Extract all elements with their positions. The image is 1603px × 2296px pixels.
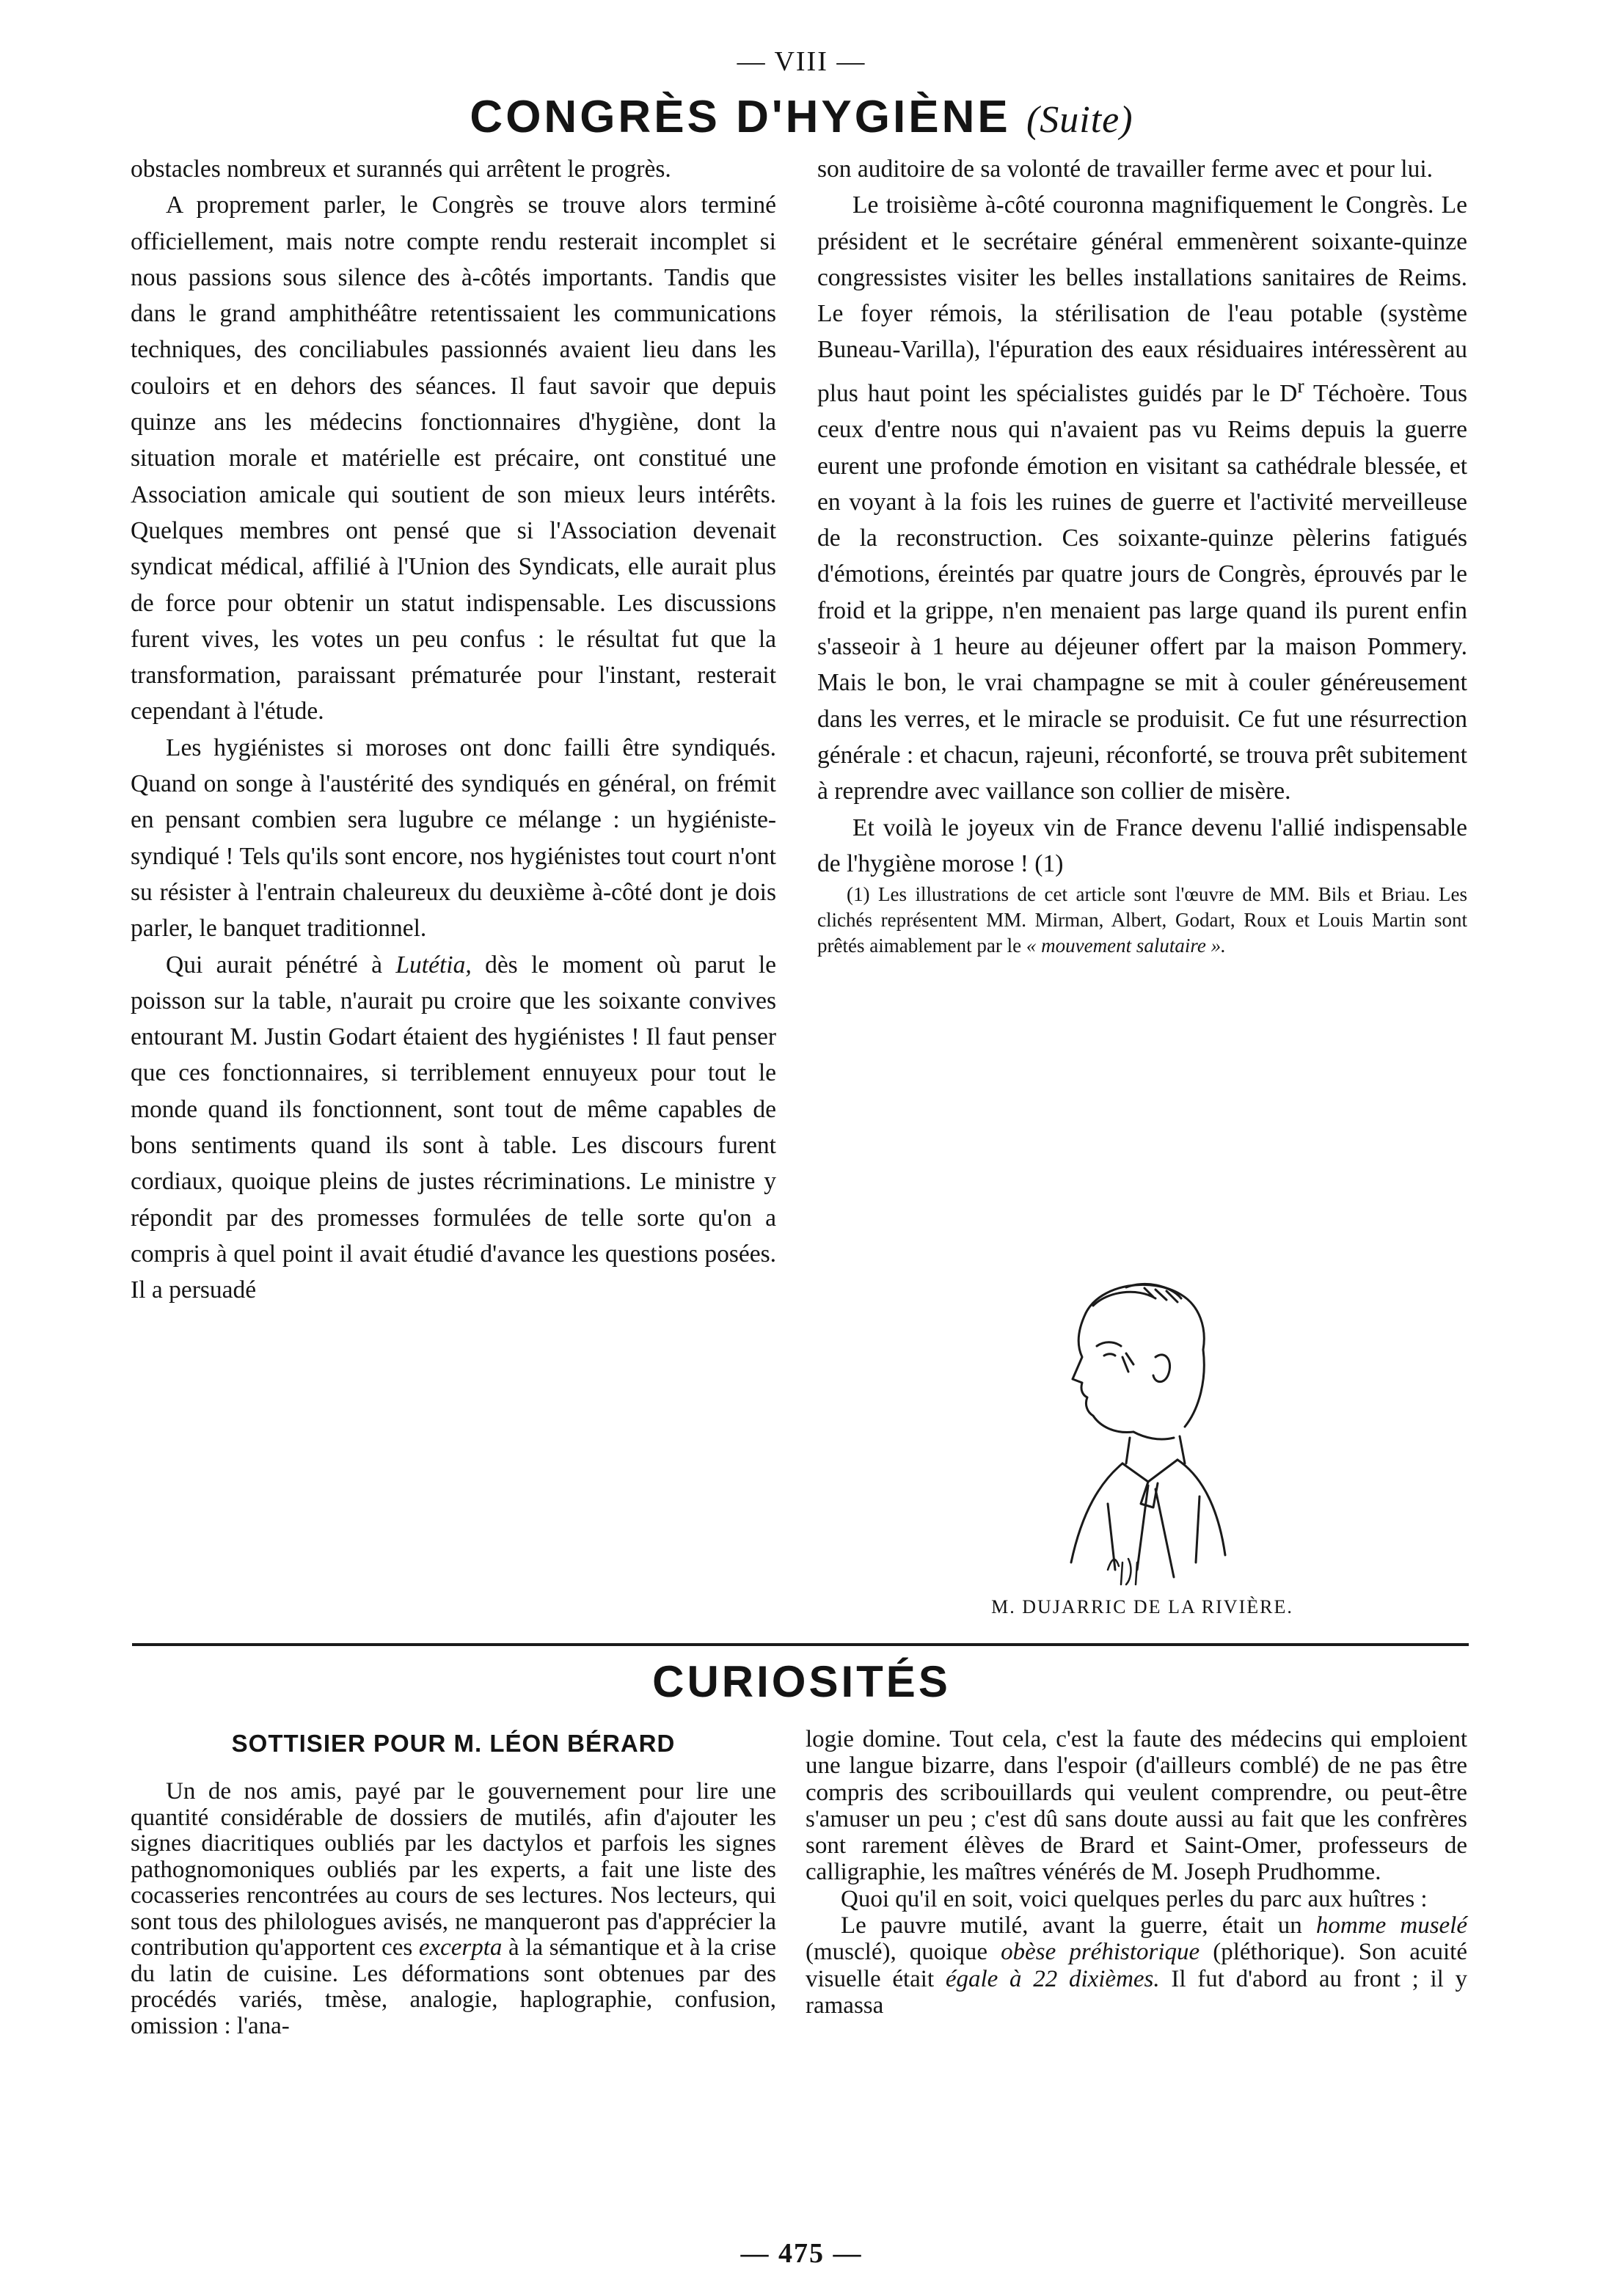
footnote — [817, 882, 1467, 959]
article-title: SOTTISIER POUR M. LÉON BÉRARD — [231, 1730, 676, 1757]
text-run: Un de nos amis, payé par le gouvernement pour lire une quantité considérable de dossiers de mutilés, afin d'ajouter les signes diacritiques oubliés par les dactylos et parfois les signes pathognomoniques oubliés par les experts, a fait une liste des cocasseries rencontrées au cours de ses lectures. Nos lecteurs, qui sont tous des philologues avisés, ne manqueront pas d'apprécier la contribution qu'apportent ces — [131, 1778, 776, 1961]
paragraph: Les hygiénistes si moroses ont donc failli être syndiqués. Quand on songe à l'austérité des syndiqués en général, on frémit en pensant combien sera lugubre ce mélange : un hygiéniste-syndiqué ! Tels qu'ils sont encore, nos hygiénistes tout court n'ont su résister à l'entrain chaleureux du deuxième à-côté dont je dois parler, le banquet traditionnel. — [131, 734, 776, 943]
portrait-illustration — [998, 1262, 1291, 1606]
italic-text: égale à 22 dixièmes. — [945, 1965, 1160, 1992]
paragraph: Et voilà le joyeux vin de France devenu l'allié indispensable de l'hygiène morose ! (1) — [817, 814, 1467, 877]
paragraph — [131, 947, 776, 1309]
text-run: (musclé), quoique — [806, 1939, 1001, 1966]
paragraph: obstacles nombreux et surannés qui arrêtent le progrès. — [131, 156, 671, 183]
paragraph: Quoi qu'il en soit, voici quelques perles du parc aux huîtres : — [841, 1885, 1428, 1912]
section1-left-column — [131, 151, 776, 1309]
section-title: CURIOSITÉS — [652, 1657, 951, 1706]
portrait-caption: M. DUJARRIC DE LA RIVIÈRE. — [991, 1596, 1293, 1617]
paragraph: A proprement parler, le Congrès se trouve alors terminé officiellement, mais notre compte rendu resterait incomplet si nous passions sous silence des à-côtés importants. Tandis que dans le grand amphithéâtre retentissaient les communications techniques, des conciliabules passionnés avaient lieu dans les couloirs et en dehors des séances. Il faut savoir que depuis quinze ans les médecins fonctionnaires d'hygiène, dont la situation morale et matérielle est précaire, ont constitué une Association amicale qui soutient de son mieux leurs intérêts. Quelques membres ont pensé que si l'Association devenait syndicat médical, affilié à l'Union des Syndicats, elle aurait plus de force pour obtenir un statut indispensable. Les discussions furent vives, les votes un peu confus : le résultat fut que la transformation, paraissant prématurée pour l'instant, resterait cependant à l'étude. — [131, 191, 776, 725]
text-run: Téchoère. Tous ceux d'entre nous qui n'avaient pas vu Reims depuis la guerre eurent une profonde émotion en visitant sa cathédrale blessée, et en voyant à la fois les ruines de guerre et l'activité merveilleuse de la reconstruction. Ces soixante-quinze pèlerins fatigués d'émotions, éreintés par quatre jours de Congrès, éprouvés par le froid et la grippe, n'en menaient pas large quand ils purent enfin s'asseoir à 1 heure au déjeuner offert par la maison Pommery. Mais le bon, le vrai champagne se mit à couler généreusement dans les verres, et le miracle se produisit. Ce fut une résurrection générale : et chacun, rajeuni, réconforté, se trouva prêt subitement à reprendre avec vaillance son collier de misère. — [817, 379, 1467, 805]
section2-left-column — [131, 1779, 776, 2039]
italic-text: homme muselé — [1315, 1912, 1467, 1939]
text-run: Le troisième à-côté couronna magnifiquement le Congrès. Le président et le secrétaire général emmenèrent soixante-quinze congressistes visiter les belles installations sanitaires de Reims. Le foyer rémois, la stérilisation de l'eau potable (système Buneau-Varilla), l'épuration des eaux résiduaires intéressèrent au plus haut point les spécialistes guidés par le D — [817, 191, 1467, 407]
main-title — [0, 91, 1603, 143]
paragraph: logie domine. Tout cela, c'est la faute des médecins qui emploient une langue bizarre, dans l'espoir (d'ailleurs comblé) de ne pas être compris des scribouillards qui veulent comprendre, ou peut-être s'amuser un peu ; c'est dû sans doute aussi au fait que les confrères sont rarement élèves de Brard et Saint-Omer, professeurs de calligraphie, les maîtres vénérés de M. Joseph Prudhomme. — [806, 1726, 1467, 1886]
text-run: Le pauvre mutilé, avant la guerre, était un — [841, 1912, 1316, 1939]
section-divider — [132, 1643, 1469, 1646]
page-number-bottom: — 475 — — [740, 2238, 863, 2269]
text-run: Il fut d'abord au front ; il y ramassa — [806, 1965, 1467, 2019]
italic-text: excerpta — [418, 1934, 503, 1961]
main-title-text: CONGRÈS D'HYGIÈNE — [470, 92, 1011, 142]
text-run: à la sémantique et à la crise du latin de cuisine. Les déformations sont obtenues par des procédés variés, tmèse, analogie, haplographie, confusion, omission : l'ana- — [131, 1934, 776, 2039]
italic-text: Lutétia, — [395, 951, 472, 979]
paragraph: son auditoire de sa volonté de travailler ferme avec et pour lui. — [817, 156, 1434, 183]
main-title-suffix: (Suite) — [1026, 99, 1133, 141]
superscript: r — [1297, 374, 1304, 398]
paragraph — [806, 1912, 1467, 2019]
section1-right-column — [817, 151, 1467, 959]
section2-right-column — [806, 1726, 1467, 2019]
paragraph — [817, 187, 1467, 809]
text-run: (1) Les illustrations de cet article sont l'œuvre de MM. Bils et Briau. Les clichés représentent MM. Mirman, Albert, Godart, Roux et Louis Martin sont prêtés aimablement par le — [817, 883, 1467, 957]
text-run: Qui aurait pénétré à — [166, 951, 396, 979]
paragraph — [131, 1779, 776, 2039]
page-number-top: — VIII — — [737, 46, 866, 77]
italic-text: « mouvement salutaire ». — [1026, 935, 1226, 957]
text-run: (pléthorique). Son acuité visuelle était — [806, 1939, 1467, 1992]
italic-text: obèse préhistorique — [1001, 1939, 1200, 1966]
text-run: dès le moment où parut le poisson sur la table, n'aurait pu croire que les soixante convives entourant M. Justin Godart étaient des hygiénistes ! Il faut penser que ces fonctionnaires, si terriblement ennuyeux pour tout le monde quand ils fonctionnent, sont tout de même capables de bons sentiments quand ils sont à table. Les discours furent cordiaux, quoique pleins de justes récriminations. Le ministre y répondit par des promesses formulées de telle sorte qu'on a compris à quel point il avait étudié d'avance les questions posées. Il a persuadé — [131, 951, 776, 1304]
